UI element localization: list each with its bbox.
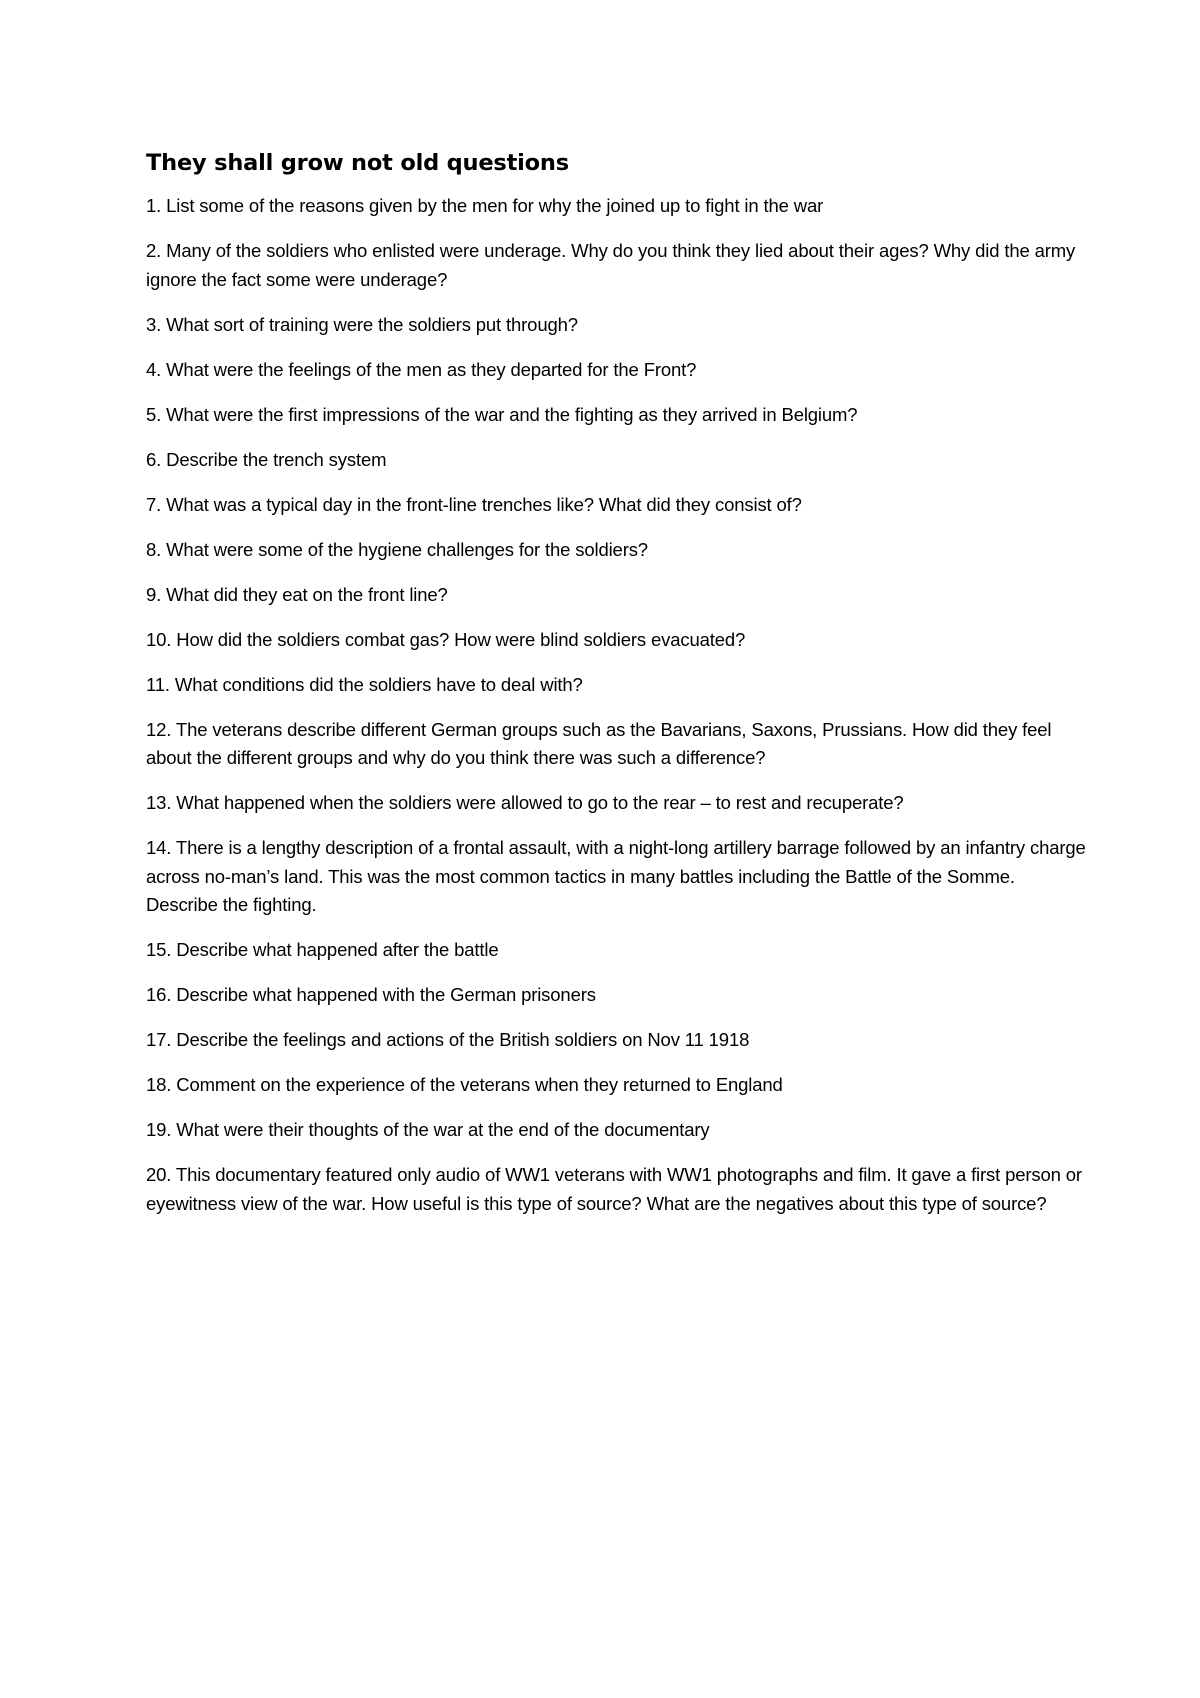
question-9: 9. What did they eat on the front line? (146, 583, 448, 605)
question-20: 20. This documentary featured only audio of WW1 veterans with WW1 photographs and film. It gave a first person or eyewitness view of the war. How useful is this type of source? What are the negatives about this type of source? (146, 1164, 1082, 1214)
document-title: They shall grow not old questions (146, 150, 569, 176)
question-7: 7. What was a typical day in the front-line trenches like? What did they consist of? (146, 493, 802, 515)
document-content (146, 148, 1086, 1235)
question-13: 13. What happened when the soldiers were allowed to go to the rear – to rest and recuperate? (146, 792, 904, 813)
question-2: 2. Many of the soldiers who enlisted were underage. Why do you think they lied about their ages? Why did the army ignore the fact some were underage? (146, 240, 1076, 290)
question-12: 12. The veterans describe different German groups such as the Bavarians, Saxons, Prussians. How did they feel about the different groups and why do you think there was such a difference? (146, 718, 1052, 768)
question-8: 8. What were some of the hygiene challenges for the soldiers? (146, 538, 648, 560)
question-list (146, 192, 1086, 1218)
question-1: 1. List some of the reasons given by the men for why the joined up to fight in the war (146, 195, 824, 216)
question-4: 4. What were the feelings of the men as they departed for the Front? (146, 358, 697, 380)
question-11: 11. What conditions did the soldiers have to deal with? (146, 673, 583, 695)
question-17: 17. Describe the feelings and actions of the British soldiers on Nov 11 1918 (146, 1029, 750, 1050)
question-10: 10. How did the soldiers combat gas? How were blind soldiers evacuated? (146, 628, 746, 650)
question-18: 18. Comment on the experience of the veterans when they returned to England (146, 1074, 783, 1095)
question-3: 3. What sort of training were the soldiers put through? (146, 313, 578, 335)
question-19: 19. What were their thoughts of the war at the end of the documentary (146, 1119, 710, 1140)
question-14: 14. There is a lengthy description of a frontal assault, with a night-long artillery barrage followed by an infantry charge across no-man’s land. This was the most common tactics in many battles including the Battle of the Somme. Describe the fighting. (146, 837, 1086, 915)
question-15: 15. Describe what happened after the battle (146, 939, 499, 960)
question-6: 6. Describe the trench system (146, 448, 387, 470)
question-16: 16. Describe what happened with the German prisoners (146, 984, 596, 1005)
question-5: 5. What were the first impressions of the war and the fighting as they arrived in Belgium? (146, 403, 858, 425)
